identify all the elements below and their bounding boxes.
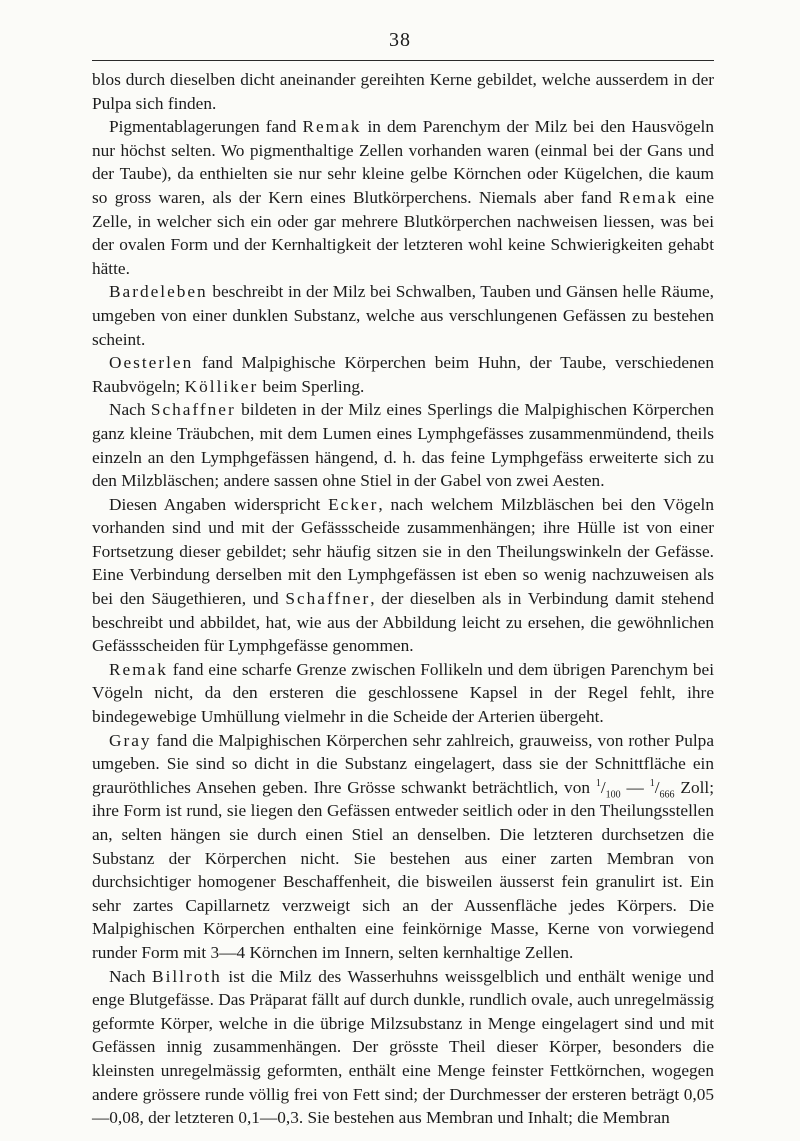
body-text: [92, 68, 714, 1130]
paragraph: [92, 398, 714, 492]
author-name: Ecker: [328, 494, 379, 514]
text-run: bildeten in der Milz eines Sperlings die Malpighischen Körperchen ganz kleine Träubchen, mit dem Lumen eines Lymphgefässes zusammenmündend, theils einzeln an den Lymphgefässen hängend, d. h. das feine Lymphgefäss erweiterte sich zu den Milzbläschen; andere sassen ohne Stiel in der Gabel von zwei Aesten.: [92, 400, 714, 491]
text-run: Nach: [109, 966, 153, 986]
paragraph: [92, 493, 714, 658]
author-name: Remak: [302, 117, 362, 137]
paragraph: [92, 351, 714, 398]
paragraph: [92, 280, 714, 351]
text-run: —: [620, 777, 650, 797]
text-run: ist die Milz des Wasserhuhns weissgelblich und enthält wenige und enge Blutgefässe. Das Präparat fällt auf durch dunkle, rundlich ovale, auch unregelmässig geformte Körper, welche in die übrige Milzsubstanz in Menge eingelagert sind und mit Gefässen innig zusammenhängen. Der grösste Theil dieser Körper, besonders die kleinsten unregelmässig geformten, enthält eine Menge feinster Fettkörnchen, wogegen andere grössere runde völlig frei von Fett sind; der Durchmesser der ersteren beträgt 0,05—0,08, der letzteren 0,1—0,3. Sie bestehen aus Membran und Inhalt; die Membran: [92, 966, 714, 1128]
text-run: fand Malpighische Körperchen beim Huhn, der Taube, verschiedenen Raubvögeln;: [92, 353, 714, 396]
paragraph: [92, 658, 714, 729]
paragraph: [92, 68, 714, 115]
author-name: Kölliker: [184, 376, 259, 396]
paragraph: [92, 965, 714, 1130]
text-run: blos durch dieselben dicht aneinander gereihten Kerne gebildet, welche ausserdem in der Pulpa sich finden.: [92, 70, 714, 113]
text-run: beschreibt in der Milz bei Schwalben, Tauben und Gänsen helle Räume, umgeben von einer dunklen Substanz, welche aus verschlungenen Gefässen zu bestehen scheint.: [92, 282, 714, 349]
text-run: fand eine scharfe Grenze zwischen Follikeln und dem übrigen Parenchym bei Vögeln nicht, da den ersteren die geschlossene Kapsel in der Regel fehlt, ihre bindegewebige Umhüllung vielmehr in die Scheide der Arterien übergeht.: [92, 659, 714, 727]
paragraph: [92, 729, 714, 965]
author-name: Remak: [109, 659, 168, 679]
text-run: beim Sperling.: [258, 376, 365, 396]
text-run: /: [654, 777, 660, 797]
text-run: eine Zelle, in welcher sich ein oder gar mehrere Blutkörperchen nachweisen liessen, was bei der ovalen Form und der Kernhaltigkeit der letzteren wohl keine Schwierigkeiten gehabt hätte.: [92, 187, 714, 278]
author-name: Schaffner: [150, 400, 236, 420]
author-name: Schaffner: [285, 589, 371, 609]
author-name: Gray: [109, 730, 152, 750]
fraction-part: 1: [595, 778, 601, 790]
text-run: fand die Malpighischen Körperchen sehr zahlreich, grauweiss, von rother Pulpa umgeben. Sie sind so dicht in die Substanz eingelagert, dass sie der Schnittfläche ein grauröthliches Ansehen geben. Ihre Grösse schwankt beträchtlich, von: [92, 730, 714, 797]
header-rule: [92, 60, 714, 61]
text-run: Nach: [109, 400, 151, 420]
fraction-part: 1: [649, 778, 655, 790]
text-run: , nach welchem Milzbläschen bei den Vögeln vorhanden sind und mit der Gefässscheide zusammenhängen; ihre Hülle ist von einer Fortsetzung dieser gebildet; sehr häufig sitzen sie in den Theilungswinkeln der Gefässe. Eine Verbindung derselben mit den Lymphgefässen ist eben so wenig nachzuweisen als bei den Säugethieren, und: [92, 494, 714, 609]
author-name: Bardeleben: [109, 282, 208, 302]
text-run: /: [600, 777, 606, 797]
text-run: Diesen Angaben widerspricht: [109, 494, 329, 514]
author-name: Oesterlen: [109, 353, 194, 373]
fraction-part: 100: [605, 789, 621, 801]
text-run: Pigmentablagerungen fand: [109, 117, 303, 137]
fraction-part: 666: [659, 789, 675, 801]
text-run: , der dieselben als in Verbindung damit stehend beschreibt und abbildet, hat, wie aus der Abbildung leicht zu ersehen, die gewöhnlichen Gefässscheiden für Lymphgefässe genommen.: [92, 589, 714, 656]
text-run: Zoll; ihre Form ist rund, sie liegen den Gefässen entweder seitlich oder in den Theilungsstellen an, selten hängen sie durch einen Stiel an denselben. Die letzteren durchsetzen die Substanz der Körperchen nicht. Sie bestehen aus einer zarten Membran von durchsichtiger homogener Beschaffenheit, die bisweilen äusserst fein granulirt ist. Ein sehr zartes Capillarnetz verzweigt sich an der Aussenfläche jedes Körpers. Die Malpighischen Körperchen enthalten eine feinkörnige Masse, Kerne von vorwiegend runder Form mit 3—4 Körnchen im Innern, selten kernhaltige Zellen.: [92, 777, 715, 962]
text-run: in dem Parenchym der Milz bei den Hausvögeln nur höchst selten. Wo pigmenthaltige Zellen vorhanden waren (einmal bei der Gans und der Taube), da enthielten sie nur sehr kleine gelbe Körnchen oder Kügelchen, die kaum so gross waren, als der Kern eines Blutkörperchens. Niemals aber fand: [92, 117, 714, 207]
author-name: Billroth: [152, 966, 222, 986]
page-number: 38: [389, 29, 411, 51]
paragraph: [92, 115, 714, 280]
author-name: Remak: [618, 187, 678, 207]
